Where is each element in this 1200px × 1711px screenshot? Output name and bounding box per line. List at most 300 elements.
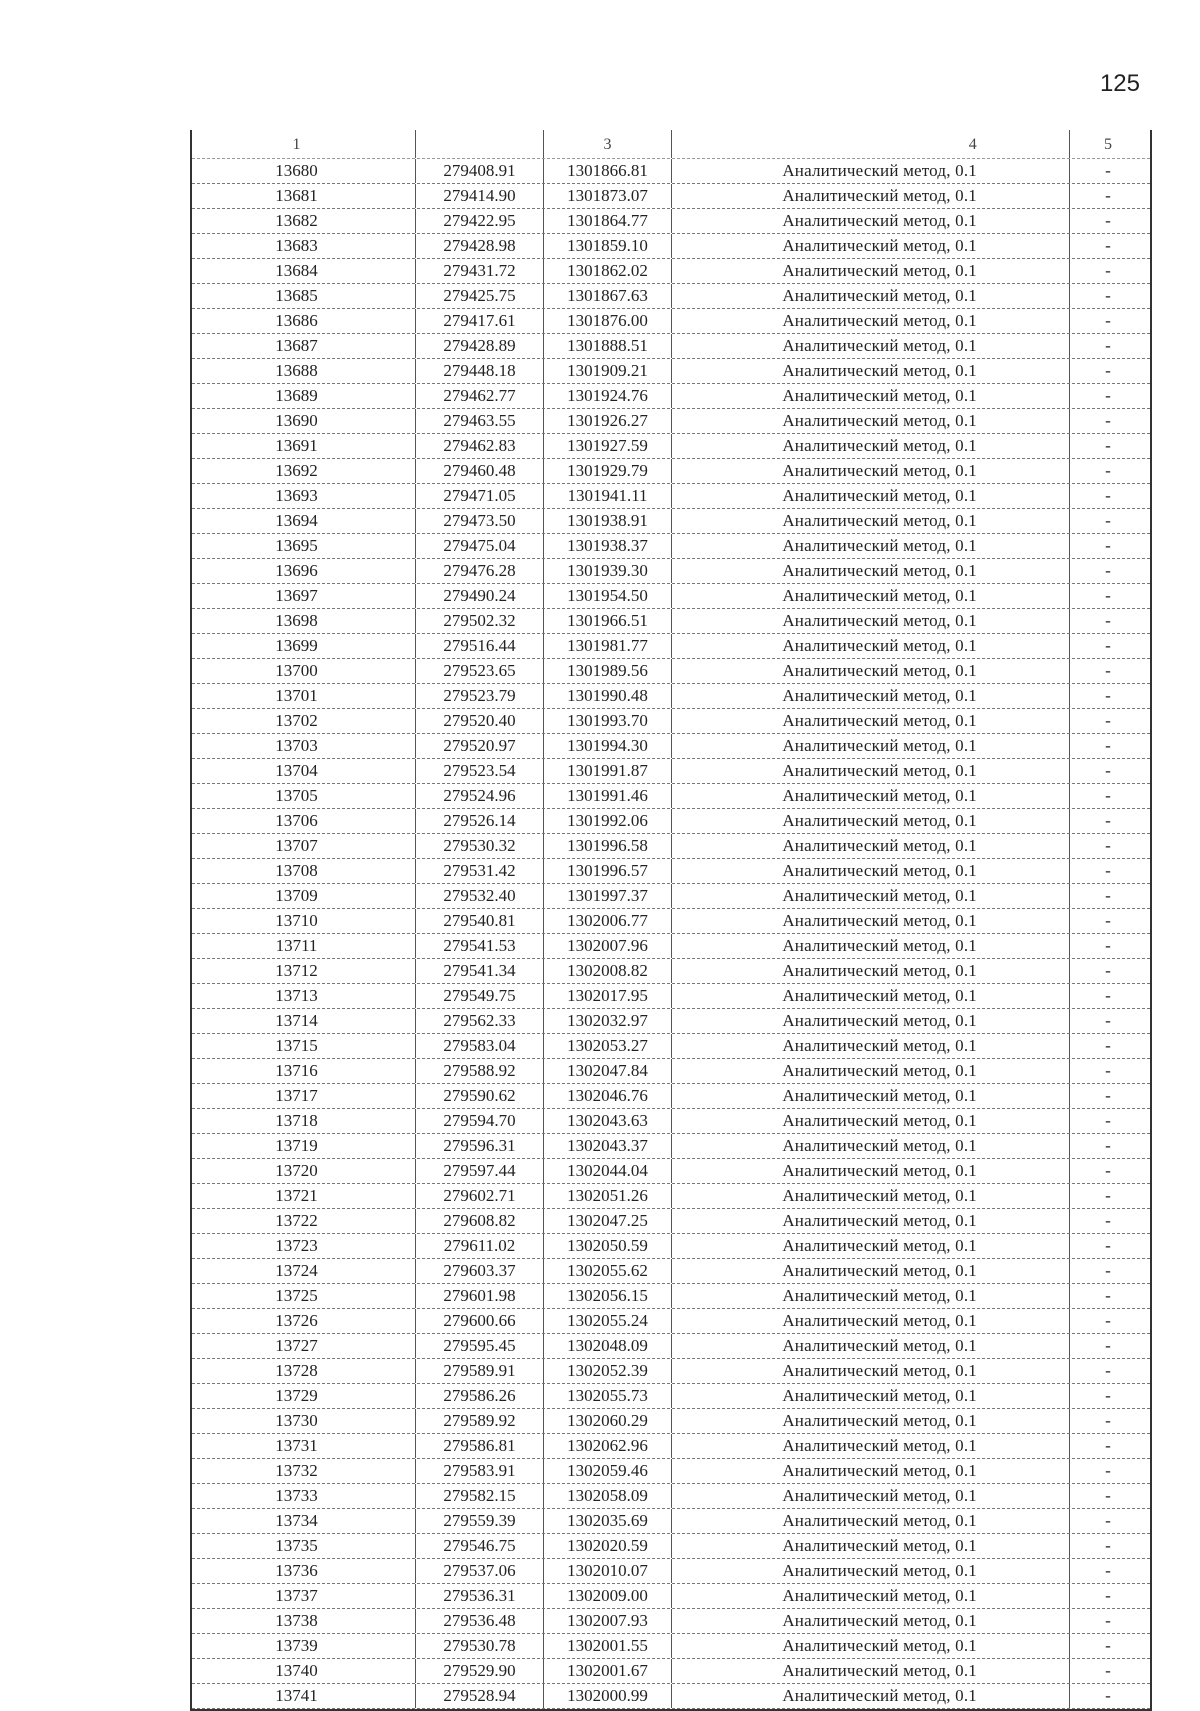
- method-cell: Аналитический метод, 0.1: [672, 1509, 1070, 1533]
- note-cell: -: [1105, 611, 1111, 630]
- point-number-cell: 13732: [192, 1459, 416, 1483]
- y-coordinate-cell: 1301954.50: [544, 584, 672, 608]
- note-cell: -: [1105, 1686, 1111, 1705]
- method-cell: Аналитический метод, 0.1: [672, 1159, 1070, 1183]
- note-cell: -: [1105, 1536, 1111, 1555]
- x-coordinate-cell: 279589.92: [416, 1409, 544, 1433]
- note-cell: -: [1105, 561, 1111, 580]
- point-number-cell: 13705: [192, 784, 416, 808]
- method-cell: Аналитический метод, 0.1: [672, 1309, 1070, 1333]
- y-coordinate-cell: 1302043.37: [544, 1134, 672, 1158]
- y-coordinate-cell: 1301996.57: [544, 859, 672, 883]
- table-row: [192, 1234, 1150, 1259]
- x-coordinate-cell: 279549.75: [416, 984, 544, 1008]
- table-row: [192, 1184, 1150, 1209]
- x-coordinate-cell: 279462.77: [416, 384, 544, 408]
- point-number-cell: 13688: [192, 359, 416, 383]
- y-coordinate-cell: 1301939.30: [544, 559, 672, 583]
- method-cell: Аналитический метод, 0.1: [672, 634, 1070, 658]
- y-coordinate-cell: 1302009.00: [544, 1584, 672, 1608]
- note-cell: -: [1105, 1186, 1111, 1205]
- table-row: [192, 359, 1150, 384]
- method-cell: Аналитический метод, 0.1: [672, 1209, 1070, 1233]
- table-row: [192, 1259, 1150, 1284]
- method-cell: Аналитический метод, 0.1: [672, 559, 1070, 583]
- y-coordinate-cell: 1302056.15: [544, 1284, 672, 1308]
- note-cell: -: [1105, 311, 1111, 330]
- x-coordinate-cell: 279588.92: [416, 1059, 544, 1083]
- method-cell: Аналитический метод, 0.1: [672, 1434, 1070, 1458]
- table-row: [192, 1659, 1150, 1684]
- note-cell: -: [1105, 211, 1111, 230]
- y-coordinate-cell: 1302062.96: [544, 1434, 672, 1458]
- x-coordinate-cell: 279559.39: [416, 1509, 544, 1533]
- point-number-cell: 13735: [192, 1534, 416, 1558]
- table-row: [192, 1209, 1150, 1234]
- method-cell: Аналитический метод, 0.1: [672, 709, 1070, 733]
- method-cell: Аналитический метод, 0.1: [672, 1609, 1070, 1633]
- method-cell: Аналитический метод, 0.1: [672, 809, 1070, 833]
- table-row: [192, 484, 1150, 509]
- table-row: [192, 609, 1150, 634]
- note-cell: -: [1105, 511, 1111, 530]
- table-row: [192, 1059, 1150, 1084]
- method-cell: Аналитический метод, 0.1: [672, 334, 1070, 358]
- method-cell: Аналитический метод, 0.1: [672, 759, 1070, 783]
- note-cell: -: [1105, 661, 1111, 680]
- note-cell: -: [1105, 1661, 1111, 1680]
- y-coordinate-cell: 1301989.56: [544, 659, 672, 683]
- note-cell: -: [1105, 1586, 1111, 1605]
- y-coordinate-cell: 1301867.63: [544, 284, 672, 308]
- note-cell: -: [1105, 1136, 1111, 1155]
- method-cell: Аналитический метод, 0.1: [672, 1359, 1070, 1383]
- note-cell: -: [1105, 1261, 1111, 1280]
- x-coordinate-cell: 279583.04: [416, 1034, 544, 1058]
- table-row: [192, 784, 1150, 809]
- x-coordinate-cell: 279523.79: [416, 684, 544, 708]
- x-coordinate-cell: 279523.54: [416, 759, 544, 783]
- x-coordinate-cell: 279562.33: [416, 1009, 544, 1033]
- note-cell: -: [1105, 1161, 1111, 1180]
- note-cell: -: [1105, 911, 1111, 930]
- table-row: [192, 1559, 1150, 1584]
- x-coordinate-cell: 279541.34: [416, 959, 544, 983]
- method-cell: Аналитический метод, 0.1: [672, 909, 1070, 933]
- y-coordinate-cell: 1302059.46: [544, 1459, 672, 1483]
- point-number-cell: 13724: [192, 1259, 416, 1283]
- note-cell: -: [1105, 386, 1111, 405]
- x-coordinate-cell: 279476.28: [416, 559, 544, 583]
- note-cell: -: [1105, 1511, 1111, 1530]
- point-number-cell: 13741: [192, 1684, 416, 1708]
- y-coordinate-cell: 1302020.59: [544, 1534, 672, 1558]
- method-cell: Аналитический метод, 0.1: [672, 509, 1070, 533]
- y-coordinate-cell: 1301941.11: [544, 484, 672, 508]
- x-coordinate-cell: 279608.82: [416, 1209, 544, 1233]
- method-cell: Аналитический метод, 0.1: [672, 784, 1070, 808]
- x-coordinate-cell: 279471.05: [416, 484, 544, 508]
- method-cell: Аналитический метод, 0.1: [672, 1684, 1070, 1708]
- y-coordinate-cell: 1302060.29: [544, 1409, 672, 1433]
- table-row: [192, 309, 1150, 334]
- point-number-cell: 13731: [192, 1434, 416, 1458]
- x-coordinate-cell: 279532.40: [416, 884, 544, 908]
- x-coordinate-cell: 279475.04: [416, 534, 544, 558]
- point-number-cell: 13686: [192, 309, 416, 333]
- table-row: [192, 984, 1150, 1009]
- table-row: [192, 1159, 1150, 1184]
- y-coordinate-cell: 1301992.06: [544, 809, 672, 833]
- point-number-cell: 13728: [192, 1359, 416, 1383]
- note-cell: -: [1105, 486, 1111, 505]
- x-coordinate-cell: 279600.66: [416, 1309, 544, 1333]
- note-cell: -: [1105, 1236, 1111, 1255]
- note-cell: -: [1105, 1486, 1111, 1505]
- point-number-cell: 13683: [192, 234, 416, 258]
- note-cell: -: [1105, 711, 1111, 730]
- table-row: [192, 509, 1150, 534]
- point-number-cell: 13717: [192, 1084, 416, 1108]
- point-number-cell: 13703: [192, 734, 416, 758]
- table-row: [192, 1034, 1150, 1059]
- method-cell: Аналитический метод, 0.1: [672, 1534, 1070, 1558]
- note-cell: -: [1105, 1611, 1111, 1630]
- x-coordinate-cell: 279463.55: [416, 409, 544, 433]
- y-coordinate-cell: 1301859.10: [544, 234, 672, 258]
- x-coordinate-cell: 279523.65: [416, 659, 544, 683]
- table-row: [192, 809, 1150, 834]
- point-number-cell: 13697: [192, 584, 416, 608]
- y-coordinate-cell: 1301864.77: [544, 209, 672, 233]
- point-number-cell: 13730: [192, 1409, 416, 1433]
- table-header-row: [192, 130, 1150, 159]
- x-coordinate-cell: 279594.70: [416, 1109, 544, 1133]
- y-coordinate-cell: 1301996.58: [544, 834, 672, 858]
- note-cell: -: [1105, 1461, 1111, 1480]
- point-number-cell: 13713: [192, 984, 416, 1008]
- x-coordinate-cell: 279603.37: [416, 1259, 544, 1283]
- point-number-cell: 13719: [192, 1134, 416, 1158]
- y-coordinate-cell: 1302050.59: [544, 1234, 672, 1258]
- table-row: [192, 1409, 1150, 1434]
- point-number-cell: 13711: [192, 934, 416, 958]
- point-number-cell: 13687: [192, 334, 416, 358]
- method-cell: Аналитический метод, 0.1: [672, 584, 1070, 608]
- y-coordinate-cell: 1302008.82: [544, 959, 672, 983]
- method-cell: Аналитический метод, 0.1: [672, 1584, 1070, 1608]
- point-number-cell: 13716: [192, 1059, 416, 1083]
- table-row: [192, 834, 1150, 859]
- y-coordinate-cell: 1301926.27: [544, 409, 672, 433]
- point-number-cell: 13684: [192, 259, 416, 283]
- table-row: [192, 1359, 1150, 1384]
- point-number-cell: 13708: [192, 859, 416, 883]
- note-cell: -: [1105, 1286, 1111, 1305]
- method-cell: Аналитический метод, 0.1: [672, 934, 1070, 958]
- y-coordinate-cell: 1302007.93: [544, 1609, 672, 1633]
- page-number: 125: [1099, 70, 1140, 97]
- point-number-cell: 13692: [192, 459, 416, 483]
- table-row: [192, 1634, 1150, 1659]
- point-number-cell: 13740: [192, 1659, 416, 1683]
- x-coordinate-cell: 279530.78: [416, 1634, 544, 1658]
- point-number-cell: 13714: [192, 1009, 416, 1033]
- table-row: [192, 259, 1150, 284]
- x-coordinate-cell: 279596.31: [416, 1134, 544, 1158]
- y-coordinate-cell: 1301966.51: [544, 609, 672, 633]
- point-number-cell: 13733: [192, 1484, 416, 1508]
- x-coordinate-cell: 279601.98: [416, 1284, 544, 1308]
- x-coordinate-cell: 279582.15: [416, 1484, 544, 1508]
- table-row: [192, 1584, 1150, 1609]
- x-coordinate-cell: 279462.83: [416, 434, 544, 458]
- point-number-cell: 13729: [192, 1384, 416, 1408]
- note-cell: -: [1105, 836, 1111, 855]
- point-number-cell: 13701: [192, 684, 416, 708]
- point-number-cell: 13694: [192, 509, 416, 533]
- method-cell: Аналитический метод, 0.1: [672, 1484, 1070, 1508]
- x-coordinate-cell: 279520.97: [416, 734, 544, 758]
- note-cell: -: [1105, 861, 1111, 880]
- point-number-cell: 13691: [192, 434, 416, 458]
- method-cell: Аналитический метод, 0.1: [672, 1409, 1070, 1433]
- x-coordinate-cell: 279541.53: [416, 934, 544, 958]
- note-cell: -: [1105, 1436, 1111, 1455]
- note-cell: -: [1105, 536, 1111, 555]
- point-number-cell: 13726: [192, 1309, 416, 1333]
- table-row: [192, 584, 1150, 609]
- method-cell: Аналитический метод, 0.1: [672, 1109, 1070, 1133]
- note-cell: -: [1105, 1336, 1111, 1355]
- note-cell: -: [1105, 1311, 1111, 1330]
- point-number-cell: 13710: [192, 909, 416, 933]
- table-row: [192, 1084, 1150, 1109]
- method-cell: Аналитический метод, 0.1: [672, 959, 1070, 983]
- table-row: [192, 1509, 1150, 1534]
- note-cell: -: [1105, 761, 1111, 780]
- point-number-cell: 13720: [192, 1159, 416, 1183]
- method-cell: Аналитический метод, 0.1: [672, 1134, 1070, 1158]
- note-cell: -: [1105, 961, 1111, 980]
- x-coordinate-cell: 279428.89: [416, 334, 544, 358]
- x-coordinate-cell: 279595.45: [416, 1334, 544, 1358]
- x-coordinate-cell: 279431.72: [416, 259, 544, 283]
- y-coordinate-cell: 1301981.77: [544, 634, 672, 658]
- x-coordinate-cell: 279590.62: [416, 1084, 544, 1108]
- x-coordinate-cell: 279425.75: [416, 284, 544, 308]
- method-cell: Аналитический метод, 0.1: [672, 434, 1070, 458]
- note-cell: -: [1105, 986, 1111, 1005]
- y-coordinate-cell: 1302044.04: [544, 1159, 672, 1183]
- note-cell: -: [1105, 261, 1111, 280]
- method-cell: Аналитический метод, 0.1: [672, 734, 1070, 758]
- y-coordinate-cell: 1302001.55: [544, 1634, 672, 1658]
- point-number-cell: 13737: [192, 1584, 416, 1608]
- table-row: [192, 434, 1150, 459]
- point-number-cell: 13696: [192, 559, 416, 583]
- point-number-cell: 13690: [192, 409, 416, 433]
- x-coordinate-cell: 279530.32: [416, 834, 544, 858]
- x-coordinate-cell: 279526.14: [416, 809, 544, 833]
- method-cell: Аналитический метод, 0.1: [672, 1084, 1070, 1108]
- point-number-cell: 13698: [192, 609, 416, 633]
- table-row: [192, 934, 1150, 959]
- method-cell: Аналитический метод, 0.1: [672, 209, 1070, 233]
- note-cell: -: [1105, 436, 1111, 455]
- note-cell: -: [1105, 1036, 1111, 1055]
- method-cell: Аналитический метод, 0.1: [672, 1059, 1070, 1083]
- table-row: [192, 1134, 1150, 1159]
- x-coordinate-cell: 279490.24: [416, 584, 544, 608]
- note-cell: -: [1105, 1086, 1111, 1105]
- x-coordinate-cell: 279408.91: [416, 159, 544, 183]
- table-row: [192, 959, 1150, 984]
- x-coordinate-cell: 279422.95: [416, 209, 544, 233]
- note-cell: -: [1105, 1011, 1111, 1030]
- method-cell: Аналитический метод, 0.1: [672, 684, 1070, 708]
- method-cell: Аналитический метод, 0.1: [672, 1009, 1070, 1033]
- note-cell: -: [1105, 686, 1111, 705]
- table-row: [192, 409, 1150, 434]
- point-number-cell: 13723: [192, 1234, 416, 1258]
- x-coordinate-cell: 279536.31: [416, 1584, 544, 1608]
- note-cell: -: [1105, 1386, 1111, 1405]
- x-coordinate-cell: 279414.90: [416, 184, 544, 208]
- point-number-cell: 13680: [192, 159, 416, 183]
- method-cell: Аналитический метод, 0.1: [672, 309, 1070, 333]
- point-number-cell: 13736: [192, 1559, 416, 1583]
- table-row: [192, 659, 1150, 684]
- table-row: [192, 159, 1150, 184]
- y-coordinate-cell: 1302052.39: [544, 1359, 672, 1383]
- point-number-cell: 13718: [192, 1109, 416, 1133]
- point-number-cell: 13702: [192, 709, 416, 733]
- note-cell: -: [1105, 1636, 1111, 1655]
- y-coordinate-cell: 1302058.09: [544, 1484, 672, 1508]
- x-coordinate-cell: 279540.81: [416, 909, 544, 933]
- y-coordinate-cell: 1301866.81: [544, 159, 672, 183]
- point-number-cell: 13734: [192, 1509, 416, 1533]
- x-coordinate-cell: 279586.81: [416, 1434, 544, 1458]
- note-cell: -: [1105, 361, 1111, 380]
- note-cell: -: [1105, 286, 1111, 305]
- y-coordinate-cell: 1302010.07: [544, 1559, 672, 1583]
- point-number-cell: 13706: [192, 809, 416, 833]
- y-coordinate-cell: 1301993.70: [544, 709, 672, 733]
- x-coordinate-cell: 279589.91: [416, 1359, 544, 1383]
- note-cell: -: [1105, 461, 1111, 480]
- y-coordinate-cell: 1301924.76: [544, 384, 672, 408]
- note-cell: -: [1105, 236, 1111, 255]
- y-coordinate-cell: 1302000.99: [544, 1684, 672, 1708]
- table-row: [192, 709, 1150, 734]
- y-coordinate-cell: 1302053.27: [544, 1034, 672, 1058]
- table-row: [192, 734, 1150, 759]
- note-cell: -: [1105, 1561, 1111, 1580]
- method-cell: Аналитический метод, 0.1: [672, 1034, 1070, 1058]
- point-number-cell: 13707: [192, 834, 416, 858]
- table-row: [192, 234, 1150, 259]
- y-coordinate-cell: 1301938.37: [544, 534, 672, 558]
- table-row: [192, 1309, 1150, 1334]
- y-coordinate-cell: 1301927.59: [544, 434, 672, 458]
- method-cell: Аналитический метод, 0.1: [672, 834, 1070, 858]
- y-coordinate-cell: 1302047.84: [544, 1059, 672, 1083]
- y-coordinate-cell: 1302035.69: [544, 1509, 672, 1533]
- note-cell: -: [1105, 336, 1111, 355]
- x-coordinate-cell: 279529.90: [416, 1659, 544, 1683]
- method-cell: Аналитический метод, 0.1: [672, 284, 1070, 308]
- note-cell: -: [1105, 1111, 1111, 1130]
- y-coordinate-cell: 1302001.67: [544, 1659, 672, 1683]
- method-cell: Аналитический метод, 0.1: [672, 184, 1070, 208]
- method-cell: Аналитический метод, 0.1: [672, 1284, 1070, 1308]
- method-cell: Аналитический метод, 0.1: [672, 1384, 1070, 1408]
- method-cell: Аналитический метод, 0.1: [672, 484, 1070, 508]
- table-row: [192, 684, 1150, 709]
- coordinates-table: [190, 130, 1152, 1711]
- y-coordinate-cell: 1302032.97: [544, 1009, 672, 1033]
- method-cell: Аналитический метод, 0.1: [672, 1334, 1070, 1358]
- method-cell: Аналитический метод, 0.1: [672, 884, 1070, 908]
- table-row: [192, 184, 1150, 209]
- table-row: [192, 1284, 1150, 1309]
- table-row: [192, 1434, 1150, 1459]
- y-coordinate-cell: 1301888.51: [544, 334, 672, 358]
- x-coordinate-cell: 279586.26: [416, 1384, 544, 1408]
- method-cell: Аналитический метод, 0.1: [672, 409, 1070, 433]
- table-row: [192, 1384, 1150, 1409]
- method-cell: Аналитический метод, 0.1: [672, 384, 1070, 408]
- y-coordinate-cell: 1301997.37: [544, 884, 672, 908]
- y-coordinate-cell: 1302043.63: [544, 1109, 672, 1133]
- note-cell: -: [1105, 1211, 1111, 1230]
- point-number-cell: 13704: [192, 759, 416, 783]
- x-coordinate-cell: 279428.98: [416, 234, 544, 258]
- table-row: [192, 1684, 1150, 1709]
- point-number-cell: 13715: [192, 1034, 416, 1058]
- x-coordinate-cell: 279460.48: [416, 459, 544, 483]
- point-number-cell: 13699: [192, 634, 416, 658]
- table-row: [192, 1534, 1150, 1559]
- point-number-cell: 13681: [192, 184, 416, 208]
- y-coordinate-cell: 1302046.76: [544, 1084, 672, 1108]
- method-cell: Аналитический метод, 0.1: [672, 234, 1070, 258]
- method-cell: Аналитический метод, 0.1: [672, 459, 1070, 483]
- method-cell: Аналитический метод, 0.1: [672, 609, 1070, 633]
- x-coordinate-cell: 279516.44: [416, 634, 544, 658]
- table-row: [192, 859, 1150, 884]
- y-coordinate-cell: 1301994.30: [544, 734, 672, 758]
- point-number-cell: 13695: [192, 534, 416, 558]
- column-header-5: 5: [1104, 136, 1112, 153]
- point-number-cell: 13693: [192, 484, 416, 508]
- y-coordinate-cell: 1302055.73: [544, 1384, 672, 1408]
- x-coordinate-cell: 279417.61: [416, 309, 544, 333]
- method-cell: Аналитический метод, 0.1: [672, 984, 1070, 1008]
- x-coordinate-cell: 279448.18: [416, 359, 544, 383]
- x-coordinate-cell: 279502.32: [416, 609, 544, 633]
- note-cell: -: [1105, 736, 1111, 755]
- point-number-cell: 13709: [192, 884, 416, 908]
- x-coordinate-cell: 279583.91: [416, 1459, 544, 1483]
- table-row: [192, 384, 1150, 409]
- x-coordinate-cell: 279537.06: [416, 1559, 544, 1583]
- x-coordinate-cell: 279473.50: [416, 509, 544, 533]
- y-coordinate-cell: 1301862.02: [544, 259, 672, 283]
- table-row: [192, 909, 1150, 934]
